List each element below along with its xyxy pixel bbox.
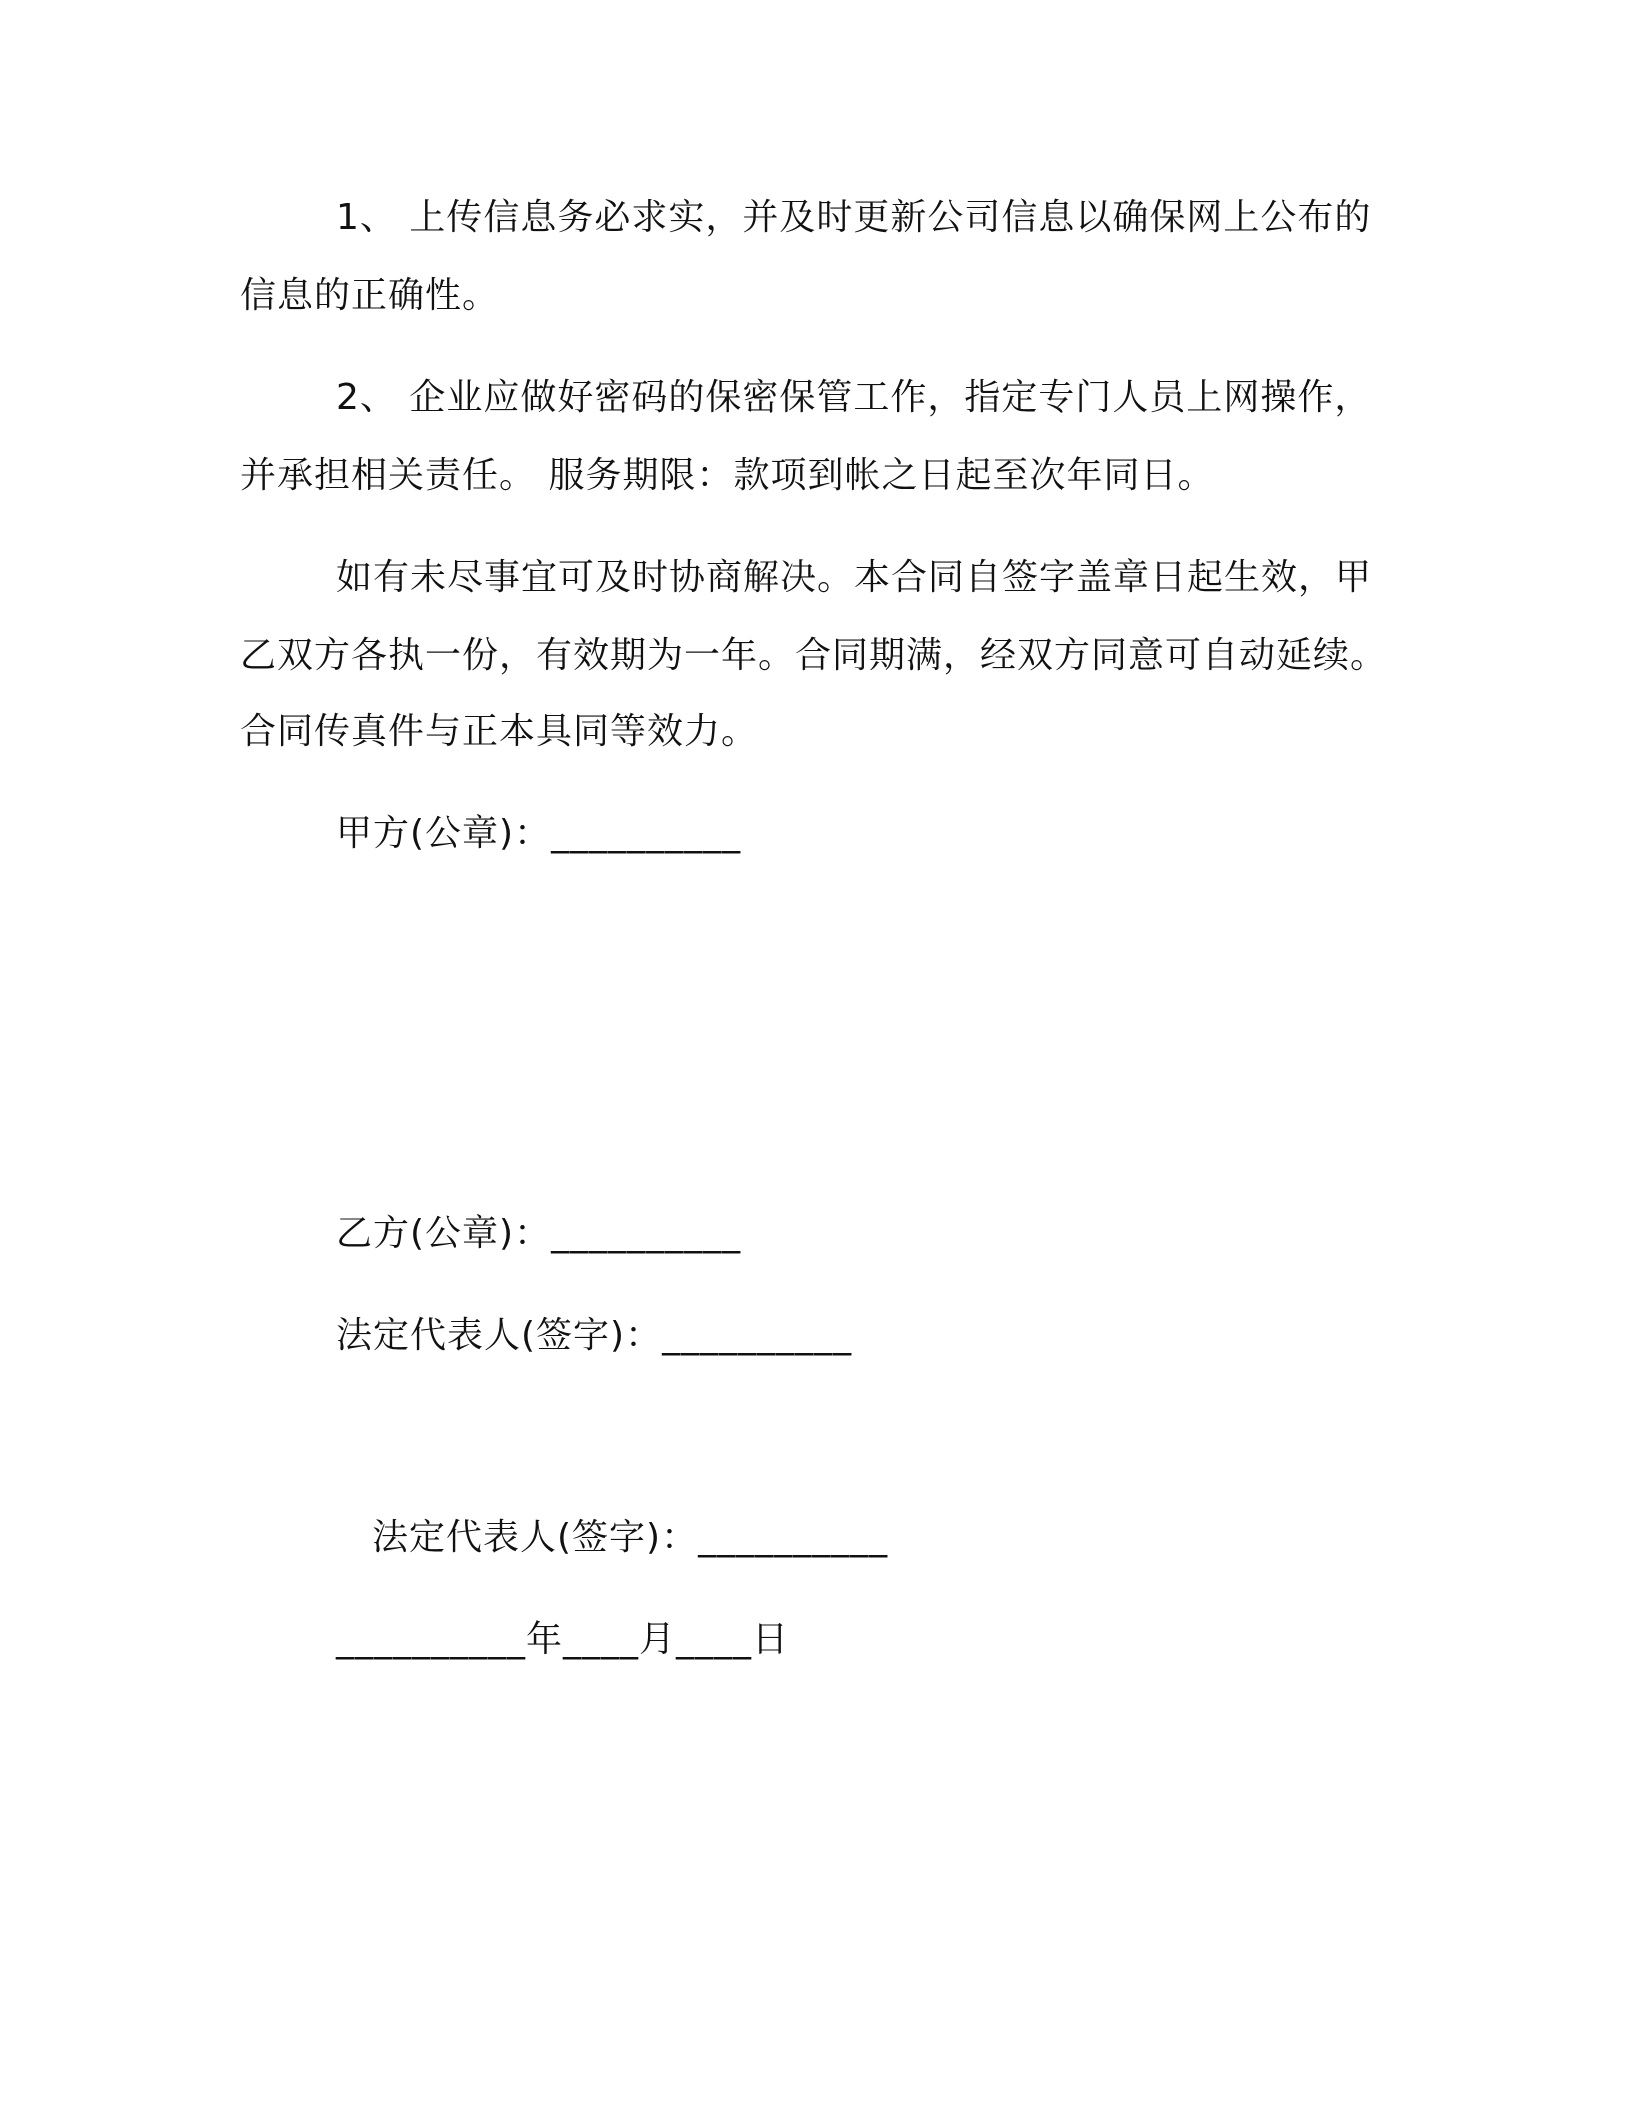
paragraph-3-line-2: 乙双方各执一份，有效期为一年。合同期满，经双方同意可自动延续。 xyxy=(240,635,1388,676)
date-line: __________年____月____日 xyxy=(336,1619,789,1660)
paragraph-3-line-1: 如有未尽事宜可及时协商解决。本合同自签字盖章日起生效，甲 xyxy=(336,557,1373,598)
paragraph-1-line-2: 信息的正确性。 xyxy=(240,275,500,316)
paragraph-2-line-2: 并承担相关责任。 服务期限：款项到帐之日起至次年同日。 xyxy=(240,455,1215,496)
paragraph-1-line-1: 1、 上传信息务必求实，并及时更新公司信息以确保网上公布的 xyxy=(336,197,1372,238)
legal-representative-signature-1: 法定代表人(签字)：__________ xyxy=(336,1315,853,1356)
party-b-seal-line: 乙方(公章)：__________ xyxy=(336,1213,742,1254)
paragraph-3-line-3: 合同传真件与正本具同等效力。 xyxy=(240,711,759,752)
paragraph-2-line-1: 2、 企业应做好密码的保密保管工作，指定专门人员上网操作， xyxy=(336,377,1372,418)
party-a-seal-line: 甲方(公章)：__________ xyxy=(336,813,742,854)
legal-representative-signature-2: 法定代表人(签字)：__________ xyxy=(372,1517,889,1558)
